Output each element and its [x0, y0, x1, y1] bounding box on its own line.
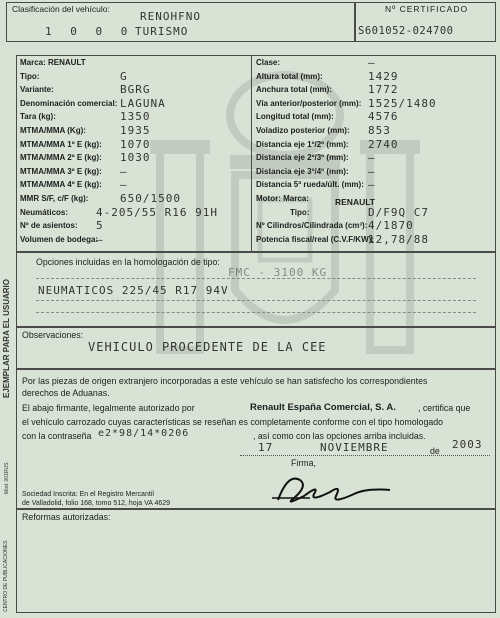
- certificado-value: S601052-024700: [358, 25, 454, 37]
- opciones-dotline-3: [36, 312, 476, 313]
- right-value: —: [368, 151, 376, 165]
- fecha-mes: NOVIEMBRE: [320, 441, 389, 454]
- right-label: Altura total (mm):: [256, 71, 323, 81]
- observaciones-value: VEHICULO PROCEDENTE DE LA CEE: [88, 340, 327, 354]
- opciones-dotline-2: [36, 300, 476, 301]
- right-value: 1429: [368, 69, 399, 83]
- right-value: —: [368, 56, 376, 69]
- reformas-box: [16, 508, 496, 613]
- left-value: 4-205/55 R16 91H: [96, 205, 218, 219]
- left-label: Tipo:: [20, 71, 40, 81]
- datos-divider: [251, 55, 252, 251]
- declaration-line-1: Por las piezas de origen extranjero incorporadas a este vehículo se han satisfecho los correspondientes: [22, 376, 428, 386]
- left-value: BGRG: [120, 83, 151, 97]
- declaration-line-5b: , así como con las opciones arriba incluidas.: [253, 431, 426, 441]
- right-label: Tipo:: [290, 207, 310, 217]
- declaration-line-2: derechos de Aduanas.: [22, 388, 110, 398]
- left-label: Tara (kg):: [20, 112, 56, 122]
- side-label-ejemplar: EJEMPLAR PARA EL USUARIO: [2, 279, 11, 398]
- reformas-label: Reformas autorizadas:: [22, 512, 111, 522]
- right-value: D/F9Q C7: [368, 205, 429, 219]
- opciones-dotline-1: [36, 278, 476, 279]
- right-value: RENAULT: [335, 197, 375, 207]
- declaration-line-3b: , certifica que: [418, 403, 471, 413]
- opciones-label: Opciones incluidas en la homologación de tipo:: [36, 257, 220, 267]
- right-value: 2740: [368, 137, 399, 151]
- opciones-overprint: FMC - 3100 KG: [228, 266, 328, 279]
- left-value: 5: [96, 219, 104, 233]
- side-label-printer: CENTRO DE PUBLICACIONES: [3, 540, 9, 612]
- certificado-label: Nº CERTIFICADO: [385, 4, 469, 14]
- left-label: Denominación comercial:: [20, 98, 118, 108]
- right-label: Potencia fiscal/real (C.V.F/KW):: [256, 234, 374, 244]
- left-value: G: [120, 69, 128, 83]
- left-label: MTMA/MMA (Kg):: [20, 126, 86, 135]
- right-value: 1525/1480: [368, 96, 437, 110]
- clasificacion-value-2: 1 0 0 0: [45, 25, 134, 38]
- left-value: 1030: [120, 151, 151, 165]
- side-label-mod: Mod. 001RUS: [4, 462, 10, 494]
- observaciones-label: Observaciones:: [22, 330, 84, 340]
- left-value: 1350: [120, 110, 151, 124]
- left-label: Nº de asientos:: [20, 221, 78, 231]
- left-label: Neumáticos:: [20, 207, 69, 217]
- right-value: 4/1870: [368, 219, 414, 233]
- right-label: Voladizo posterior (mm):: [256, 126, 350, 135]
- right-label: Distancia eje 3º/4º (mm):: [256, 166, 349, 176]
- left-value: —: [120, 178, 128, 192]
- right-value: —: [368, 164, 376, 178]
- fecha-anio: 2003: [452, 438, 483, 451]
- declaration-contrasena: e2*98/14*0206: [98, 428, 190, 439]
- right-label: Clase:: [256, 58, 281, 67]
- left-label: MTMA/MMA 4º E (kg):: [20, 180, 102, 190]
- declaration-line-5a: con la contraseña: [22, 431, 92, 441]
- left-value: —: [120, 164, 128, 178]
- right-value: 853: [368, 124, 391, 137]
- declaration-line-3a: El abajo firmante, legalmente autorizado por: [22, 403, 195, 413]
- left-label: MMR S/F, c/F (kg):: [20, 194, 89, 203]
- left-label: MTMA/MMA 3º E (kg):: [20, 166, 102, 176]
- right-label: Anchura total (mm):: [256, 85, 332, 95]
- fecha-de: de: [430, 446, 440, 456]
- right-value: 1772: [368, 83, 399, 97]
- clasificacion-value-3: TURISMO: [135, 25, 189, 38]
- fecha-dia: 17: [258, 441, 274, 454]
- right-value: 4576: [368, 110, 399, 124]
- left-label: MTMA/MMA 2º E (kg):: [20, 153, 102, 163]
- left-label: MTMA/MMA 1º E (kg):: [20, 139, 102, 149]
- right-label: Vía anterior/posterior (mm):: [256, 98, 362, 108]
- left-label: Variante:: [20, 85, 54, 95]
- right-label: Distancia eje 2º/3º (mm):: [256, 153, 349, 163]
- right-label: Longitud total (mm):: [256, 112, 334, 122]
- left-value: 1935: [120, 124, 151, 137]
- right-value: 12,78/88: [368, 232, 429, 246]
- left-value: LAGUNA: [120, 96, 166, 110]
- declaration-line-4: el vehículo carrozado cuyas características se reseñan es completamente conforme con el tipo homologado: [22, 417, 444, 427]
- clasificacion-value-1: RENOHFNO: [140, 10, 201, 23]
- clasificacion-label: Clasificación del vehículo:: [12, 4, 110, 14]
- right-label: Distancia eje 1º/2º (mm):: [256, 139, 349, 149]
- left-value: 1070: [120, 137, 151, 151]
- right-value: —: [368, 178, 376, 192]
- declaration-company: Renault España Comercial, S. A.: [250, 402, 396, 413]
- opciones-value: NEUMATICOS 225/45 R17 94V: [38, 284, 229, 297]
- left-label: Volumen de bodega:: [20, 234, 99, 244]
- right-label: Distancia 5ª rueda/últ. (mm):: [256, 180, 364, 190]
- firma-label: Firma,: [291, 458, 316, 468]
- right-label: Motor: Marca:: [256, 194, 309, 203]
- right-label: Nº Cilindros/Cilindrada (cm³):: [256, 221, 368, 231]
- left-value: 650/1500: [120, 192, 181, 205]
- registro-line-2: de Valladolid, folio 168, tomo 512, hoja VA 4629: [22, 500, 171, 507]
- fecha-line: [240, 455, 490, 456]
- registro-line-1: Sociedad Inscrita: En el Registro Mercantil: [22, 491, 154, 498]
- left-value: —: [96, 232, 104, 246]
- left-label: Marca: RENAULT: [20, 58, 86, 67]
- signature: [270, 468, 400, 508]
